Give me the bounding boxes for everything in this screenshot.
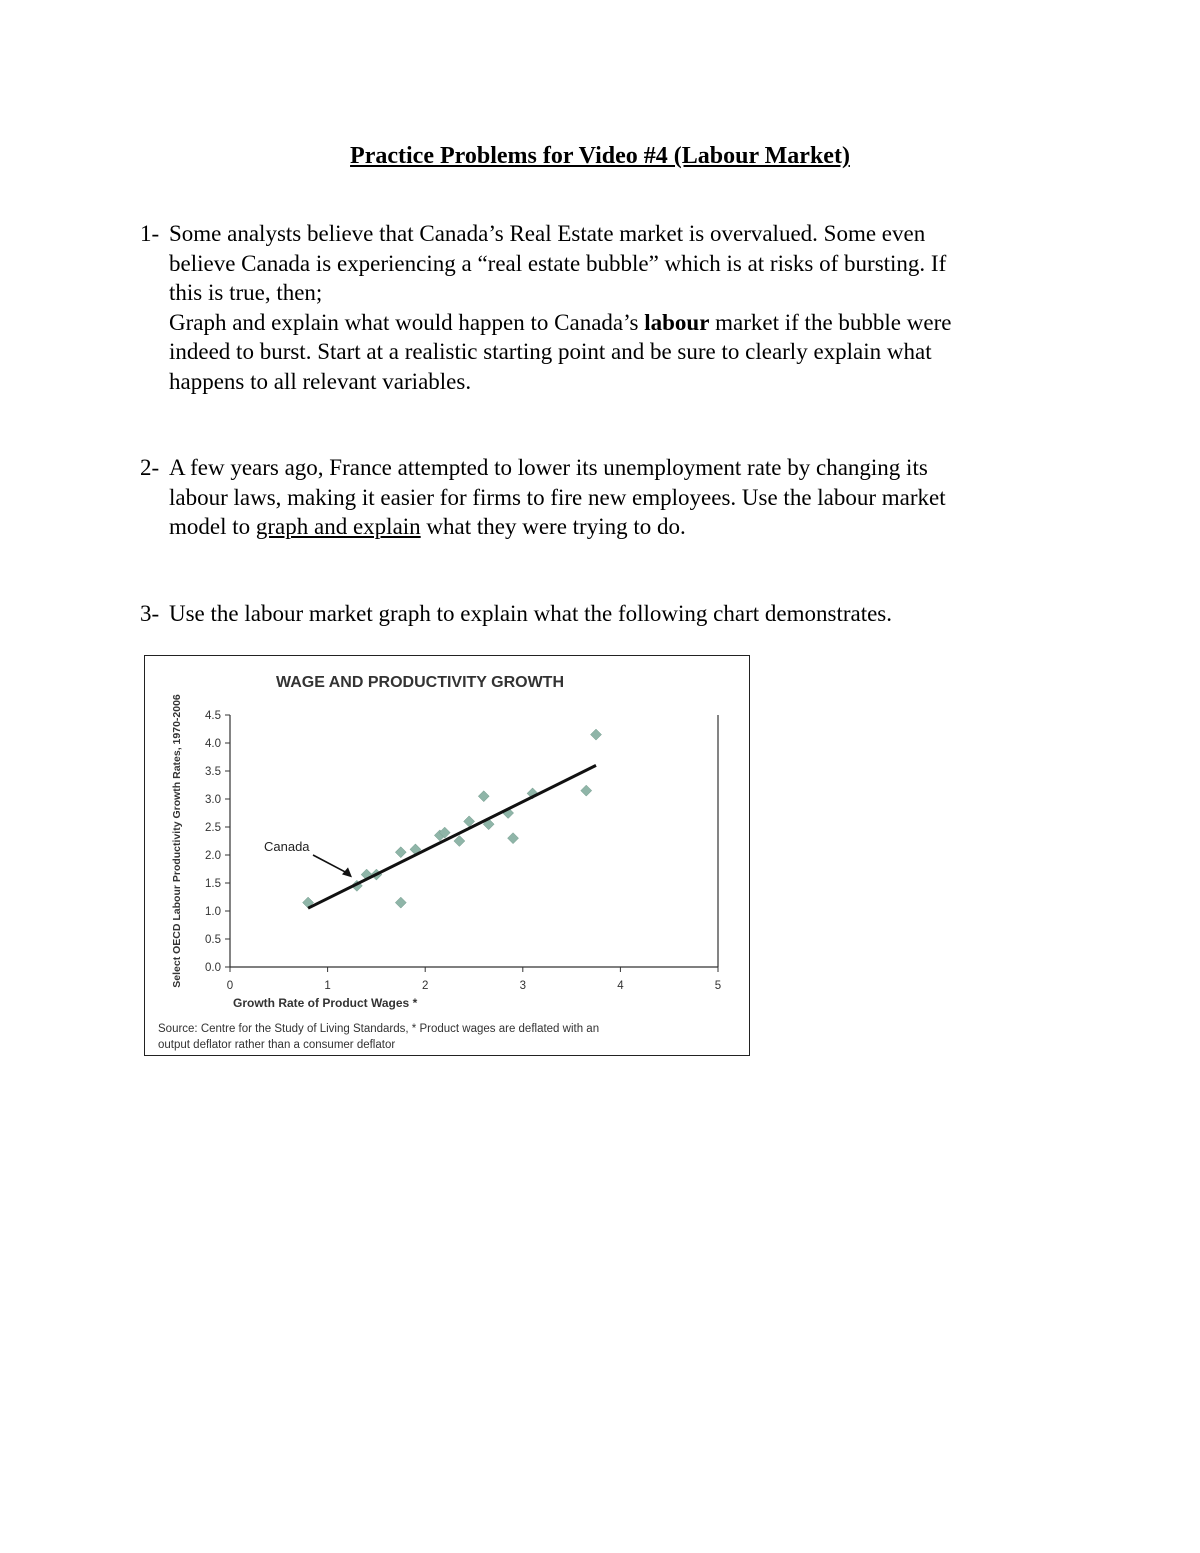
data-point (508, 833, 519, 844)
question-1 (140, 219, 1050, 396)
x-tick-label: 1 (324, 980, 331, 992)
text-line: this is true, then; (169, 280, 323, 305)
y-tick-label: 3.0 (205, 794, 221, 806)
x-tick-label: 5 (714, 980, 722, 992)
source-note-line-2: output deflator rather than a consumer deflator (158, 1039, 396, 1051)
text-segment: Graph and explain what would happen to Canada’s (169, 309, 645, 335)
data-point (454, 836, 465, 847)
y-tick-label: 4.5 (205, 710, 221, 722)
plot-area (205, 710, 721, 992)
question-2 (140, 453, 1050, 542)
chart-title: WAGE AND PRODUCTIVITY GROWTH (276, 674, 564, 691)
y-tick-label: 2.5 (205, 822, 221, 834)
trend-line (308, 765, 596, 908)
x-tick-label: 4 (617, 980, 624, 992)
question-number: 3- (140, 601, 160, 626)
chart-figure (144, 655, 750, 1056)
source-note-line-1: Source: Centre for the Study of Living Standards, * Product wages are deflated with an (158, 1023, 600, 1035)
text-segment: what they were trying to do. (420, 514, 686, 539)
data-point (395, 847, 406, 858)
annotation-label: Canada (264, 839, 310, 854)
annotation-arrow (313, 855, 348, 873)
y-tick-label: 3.5 (205, 766, 221, 778)
x-tick-label: 0 (226, 980, 234, 992)
question-text (169, 599, 1050, 629)
text-line: Some analysts believe that Canada’s Real Estate market is overvalued. Some even (169, 221, 926, 246)
question-number: 1- (140, 221, 160, 246)
data-point (591, 729, 602, 740)
y-tick-label: 1.0 (205, 906, 221, 918)
text-line: A few years ago, France attempted to lower its unemployment rate by changing its (169, 455, 928, 480)
y-tick-label: 1.5 (205, 878, 221, 890)
data-point (478, 791, 489, 802)
x-tick-label: 3 (519, 980, 527, 992)
text-line: Use the labour market graph to explain what the following chart demonstrates. (169, 601, 893, 626)
y-tick-label: 4.0 (205, 738, 221, 750)
text-line: indeed to burst. Start at a realistic starting point and be sure to clearly explain what (169, 339, 932, 364)
y-tick-label: 0.5 (205, 934, 221, 946)
underlined-phrase: graph and explain (255, 514, 421, 539)
y-tick-label: 0.0 (205, 962, 221, 974)
text-segment: model to (169, 514, 256, 539)
text-segment: market if the bubble were (709, 309, 952, 335)
text-line: believe Canada is experiencing a “real estate bubble” which is at risks of bursting. If (169, 250, 947, 276)
chart-svg (145, 656, 751, 1057)
question-number: 2- (140, 455, 160, 480)
question-text (169, 219, 1050, 396)
x-tick-label: 2 (421, 980, 429, 992)
question-3 (140, 599, 1050, 629)
y-tick-label: 2.0 (205, 850, 221, 862)
bold-word: labour (644, 309, 710, 335)
document-title: Practice Problems for Video #4 (Labour Market) (350, 143, 850, 169)
text-line: happens to all relevant variables. (169, 368, 472, 394)
question-text (169, 453, 1050, 542)
x-axis-label: Growth Rate of Product Wages * (233, 996, 418, 1010)
text-line (169, 512, 1050, 542)
data-point (395, 897, 406, 908)
text-line: labour laws, making it easier for firms to fire new employees. Use the labour market (169, 484, 946, 510)
y-axis-label: Select OECD Labour Productivity Growth Rates, 1970-2006 (171, 694, 183, 988)
data-point (581, 785, 592, 796)
text-line (169, 308, 1050, 338)
annotation-arrowhead (342, 867, 352, 877)
